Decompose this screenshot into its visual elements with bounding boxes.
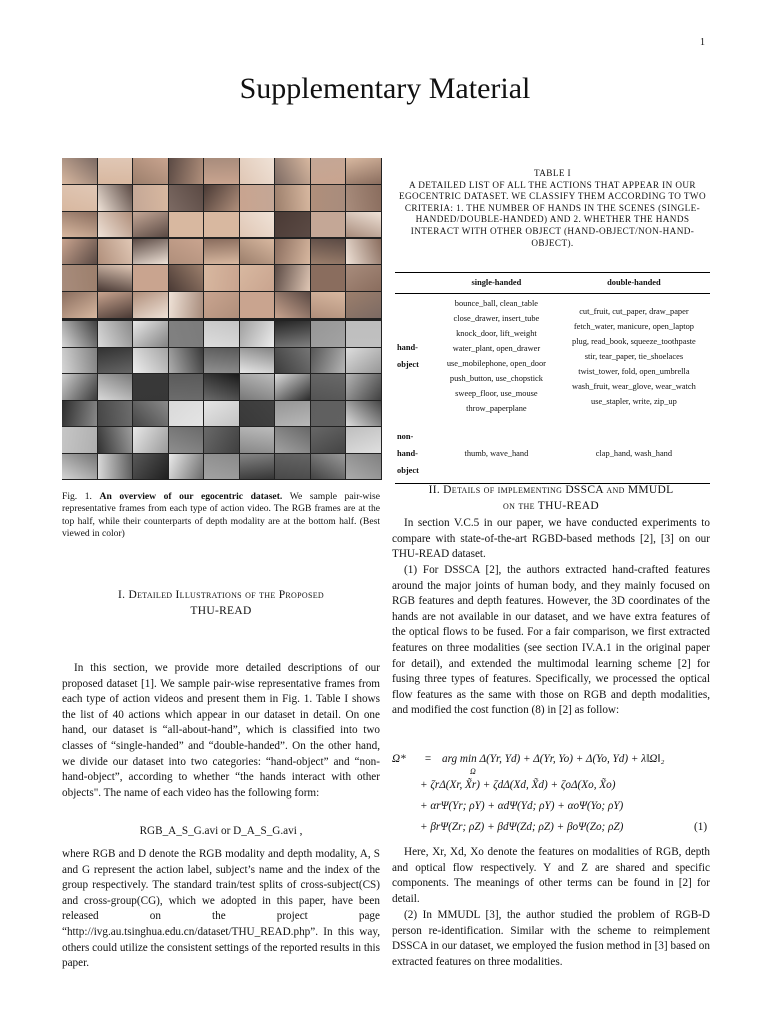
frame-thumbnail (346, 348, 381, 374)
action-line: twist_tower, fold, open_umbrella (578, 366, 690, 376)
table-corner (395, 273, 435, 294)
frame-thumbnail (204, 265, 239, 291)
frame-thumbnail (98, 374, 133, 400)
frame-thumbnail (98, 239, 133, 265)
frame-thumbnail (62, 212, 97, 238)
cell-non-hand-object-single: thumb, wave_hand (435, 418, 558, 484)
frame-thumbnail (240, 212, 275, 238)
action-line: use_stapler, write, zip_up (591, 396, 677, 406)
equation-line-2: + ζrΔ(Xr, X̃r) + ζdΔ(Xd, X̃d) + ζoΔ(Xo, X̃o) (420, 779, 616, 791)
action-line: stir, tear_paper, tie_shoelaces (584, 351, 684, 361)
action-line: close_drawer, insert_tube (453, 314, 540, 323)
frame-thumbnail (311, 265, 346, 291)
video-name-form: RGB_A_S_G.avi or D_A_S_G.avi , (139, 825, 303, 837)
col-double-handed: double-handed (558, 273, 710, 294)
frame-thumbnail (62, 265, 97, 291)
frame-thumbnail (98, 212, 133, 238)
frame-thumbnail (240, 292, 275, 318)
frame-thumbnail (133, 454, 168, 480)
frame-thumbnail (133, 185, 168, 211)
page-number: 1 (700, 37, 705, 48)
section2-paragraph3: Here, Xr, Xd, Xo denote the features on modalities of RGB, depth and optical flow respectively. Y and Z are shared and specific components. The meanings of other terms can be found in [2] for detail. (392, 846, 710, 905)
equation-lhs: Ω* (392, 753, 406, 765)
frame-thumbnail (169, 265, 204, 291)
frame-thumbnail (346, 374, 381, 400)
frame-thumbnail (240, 239, 275, 265)
frame-thumbnail (311, 427, 346, 453)
row-non-hand-object: non-hand-object (395, 418, 435, 484)
frame-thumbnail (346, 454, 381, 480)
frame-thumbnail (169, 239, 204, 265)
frame-thumbnail (275, 239, 310, 265)
frame-thumbnail (346, 265, 381, 291)
figure-caption (62, 491, 380, 541)
frame-thumbnail (311, 158, 346, 184)
frame-thumbnail (346, 185, 381, 211)
section2-heading (392, 482, 710, 514)
frame-thumbnail (275, 292, 310, 318)
frame-thumbnail (204, 239, 239, 265)
cell-hand-object-double (558, 294, 710, 419)
frame-thumbnail (240, 265, 275, 291)
frame-thumbnail (133, 427, 168, 453)
frame-thumbnail (98, 348, 133, 374)
frame-thumbnail (311, 292, 346, 318)
frame-thumbnail (62, 185, 97, 211)
frame-thumbnail (204, 212, 239, 238)
frame-thumbnail (240, 348, 275, 374)
rgb-frames-grid (62, 158, 382, 319)
frame-thumbnail (62, 427, 97, 453)
frame-thumbnail (311, 348, 346, 374)
frame-thumbnail (62, 158, 97, 184)
frame-thumbnail (346, 158, 381, 184)
caption-text: We sample pair-wise representative frames from each type of action video. The RGB frames are at the top half, while their counterparts of depth modality are at the bottom half. (Best viewed in color) (62, 491, 381, 540)
frame-thumbnail (275, 427, 310, 453)
frame-thumbnail (169, 401, 204, 427)
frame-thumbnail (204, 374, 239, 400)
frame-thumbnail (133, 212, 168, 238)
frame-thumbnail (311, 212, 346, 238)
frame-thumbnail (275, 158, 310, 184)
action-line: throw_paperplane (466, 404, 527, 413)
frame-thumbnail (311, 401, 346, 427)
action-line: push_button, use_chopstick (449, 374, 543, 383)
section2-heading-line2: on the THU-READ (503, 500, 599, 512)
frame-thumbnail (98, 158, 133, 184)
frame-thumbnail (169, 348, 204, 374)
frame-thumbnail (169, 158, 204, 184)
frame-thumbnail (62, 401, 97, 427)
frame-thumbnail (311, 374, 346, 400)
action-line: fetch_water, manicure, open_laptop (573, 321, 694, 331)
table-caption-text: A DETAILED LIST OF ALL THE ACTIONS THAT APPEAR IN OUR EGOCENTRIC DATASET. WE CLASSIFY THEM ACCORDING TO TWO CRITERIA: 1. THE NUMBER OF HANDS IN THE SCENES (SINGLE-HANDED/DOUBLE-HANDED) AND 2. WHETHER THE HANDS INTERACT WITH OTHER OBJECT (HAND-OBJECT/NON-HAND-OBJECT). (399, 179, 706, 248)
frame-thumbnail (62, 374, 97, 400)
frame-thumbnail (275, 401, 310, 427)
frame-thumbnail (169, 427, 204, 453)
frame-thumbnail (98, 265, 133, 291)
frame-thumbnail (62, 454, 97, 480)
frame-thumbnail (240, 158, 275, 184)
frame-thumbnail (169, 374, 204, 400)
frame-thumbnail (98, 427, 133, 453)
cell-non-hand-object-double: clap_hand, wash_hand (558, 418, 710, 484)
frame-thumbnail (240, 401, 275, 427)
section1-heading-line2: THU-READ (190, 605, 252, 617)
frame-thumbnail (240, 185, 275, 211)
frame-thumbnail (204, 321, 239, 347)
frame-thumbnail (204, 292, 239, 318)
section2-paragraph4: (2) In MMUDL [3], the author studied the problem of RGB-D person re-identification. Similar with the scheme to reimplement DSSCA in our dataset, we employed the fusion method in [3] based on extracted features on three modalities. (392, 909, 710, 968)
frame-thumbnail (346, 321, 381, 347)
frame-thumbnail (98, 401, 133, 427)
frame-thumbnail (62, 321, 97, 347)
frame-thumbnail (169, 454, 204, 480)
depth-frames-grid (62, 321, 382, 480)
frame-thumbnail (311, 454, 346, 480)
frame-thumbnail (204, 158, 239, 184)
caption-label: Fig. 1. (62, 491, 92, 502)
frame-thumbnail (275, 348, 310, 374)
frame-thumbnail (98, 292, 133, 318)
frame-thumbnail (275, 212, 310, 238)
frame-thumbnail (311, 239, 346, 265)
frame-thumbnail (133, 158, 168, 184)
action-line: wash_fruit, wear_glove, wear_watch (572, 381, 696, 391)
frame-thumbnail (133, 374, 168, 400)
frame-thumbnail (275, 454, 310, 480)
frame-thumbnail (346, 292, 381, 318)
action-line: bounce_ball, clean_table (454, 299, 539, 308)
frame-thumbnail (133, 265, 168, 291)
action-line: cut_fruit, cut_paper, draw_paper (579, 306, 689, 316)
frame-thumbnail (204, 454, 239, 480)
section1-paragraph2: where RGB and D denote the RGB modality and depth modality, A, S and G represent the action label, subject’s name and the index of the group respectively. The standard train/test splits of cross-subject(CS) and cross-group(CG), which we adopted in this paper, have been released on the project page “http://ivg.au.tsinghua.edu.cn/dataset/THU_READ.php”. In this way, others could utilize the consistent settings of the reported results in this paper. (62, 848, 380, 970)
equation-line-1: arg min Δ(Yr, Yd) + Δ(Yr, Yo) + Δ(Yo, Yd) + λ‖Ω‖₂ (442, 753, 665, 765)
frame-thumbnail (133, 401, 168, 427)
equation-line-4: + βrΨ(Zr; ρZ) + βdΨ(Zd; ρZ) + βoΨ(Zo; ρZ) (420, 821, 624, 833)
frame-thumbnail (98, 454, 133, 480)
equation-line-3: + αrΨ(Yr; ρY) + αdΨ(Yd; ρY) + αoΨ(Yo; ρY) (420, 800, 624, 812)
section1-heading (62, 587, 380, 619)
frame-thumbnail (62, 348, 97, 374)
frame-thumbnail (169, 185, 204, 211)
frame-thumbnail (346, 239, 381, 265)
frame-thumbnail (346, 212, 381, 238)
frame-thumbnail (169, 292, 204, 318)
frame-thumbnail (204, 348, 239, 374)
section2-paragraph2: (1) For DSSCA [2], the authors extracted hand-crafted features around the major joints of human body, and they mainly focused on RGB features and depth features. However, the 3D coordinates of the hands are not available in our dataset, and we have extra features of the optical flows to be fused. For a fair comparison, we first extracted features on three modalities (see section IV.A.1 in the original paper for detail), and extended the multimodal learning scheme [2] for fusing three types of features. Specifically, we processed the optical flow features as the same with those on RGB and depth modalities, and modified the cost function (8) in [2] as follow: (392, 564, 710, 717)
frame-thumbnail (204, 401, 239, 427)
frame-thumbnail (133, 348, 168, 374)
figure-mosaic (62, 158, 382, 480)
frame-thumbnail (169, 321, 204, 347)
frame-thumbnail (62, 292, 97, 318)
action-line: use_mobilephone, open_door (446, 359, 546, 368)
action-line: plug, read_book, squeeze_toothpaste (572, 336, 696, 346)
frame-thumbnail (240, 321, 275, 347)
actions-table (395, 272, 710, 484)
caption-bold: An overview of our egocentric dataset. (99, 491, 283, 502)
frame-thumbnail (204, 185, 239, 211)
frame-thumbnail (275, 321, 310, 347)
section2-heading-line1: II. Details of implementing DSSCA and MMUDL (428, 484, 674, 496)
action-line: sweep_floor, use_mouse (455, 389, 538, 398)
frame-thumbnail (311, 185, 346, 211)
frame-thumbnail (346, 401, 381, 427)
section1-paragraph1: In this section, we provide more detailed descriptions of our proposed dataset [1]. We sample pair-wise representative frames from each type of action videos and present them in Fig. 1. Table I shows the list of 40 actions which appear in our dataset in detail. On one hand, our dataset is “all-about-hand”, which is classified into two classes of “single-handed” and “double-handed”. On the other hand, we divide our dataset into two categories: “hand-object” and “non-hand-object”, according to whether “the hands interact with other objects". The name of each video has the following form: (62, 662, 380, 799)
page-title: Supplementary Material (239, 72, 531, 105)
frame-thumbnail (240, 427, 275, 453)
frame-thumbnail (204, 427, 239, 453)
frame-thumbnail (240, 374, 275, 400)
action-line: knock_door, lift_weight (456, 329, 537, 338)
section1-heading-line1: I. Detailed Illustrations of the Proposed (118, 589, 324, 601)
frame-thumbnail (133, 321, 168, 347)
frame-thumbnail (169, 212, 204, 238)
frame-thumbnail (346, 427, 381, 453)
equation-argmin-sub: Ω (470, 767, 476, 776)
frame-thumbnail (275, 265, 310, 291)
section2-paragraph1: In section V.C.5 in our paper, we have conducted experiments to compare with state-of-the-art RGBD-based methods [2], [3] on our THU-READ dataset. (392, 517, 710, 561)
frame-thumbnail (275, 374, 310, 400)
cell-hand-object-single (435, 294, 558, 419)
frame-thumbnail (275, 185, 310, 211)
table-caption (395, 168, 710, 249)
frame-thumbnail (98, 321, 133, 347)
col-single-handed: single-handed (435, 273, 558, 294)
frame-thumbnail (98, 185, 133, 211)
row-hand-object: hand-object (397, 343, 419, 369)
frame-thumbnail (62, 239, 97, 265)
action-line: water_plant, open_drawer (452, 344, 541, 353)
frame-thumbnail (133, 292, 168, 318)
frame-thumbnail (311, 321, 346, 347)
table-label: TABLE I (533, 168, 572, 178)
frame-thumbnail (133, 239, 168, 265)
frame-thumbnail (240, 454, 275, 480)
equation-number: (1) (694, 821, 708, 833)
